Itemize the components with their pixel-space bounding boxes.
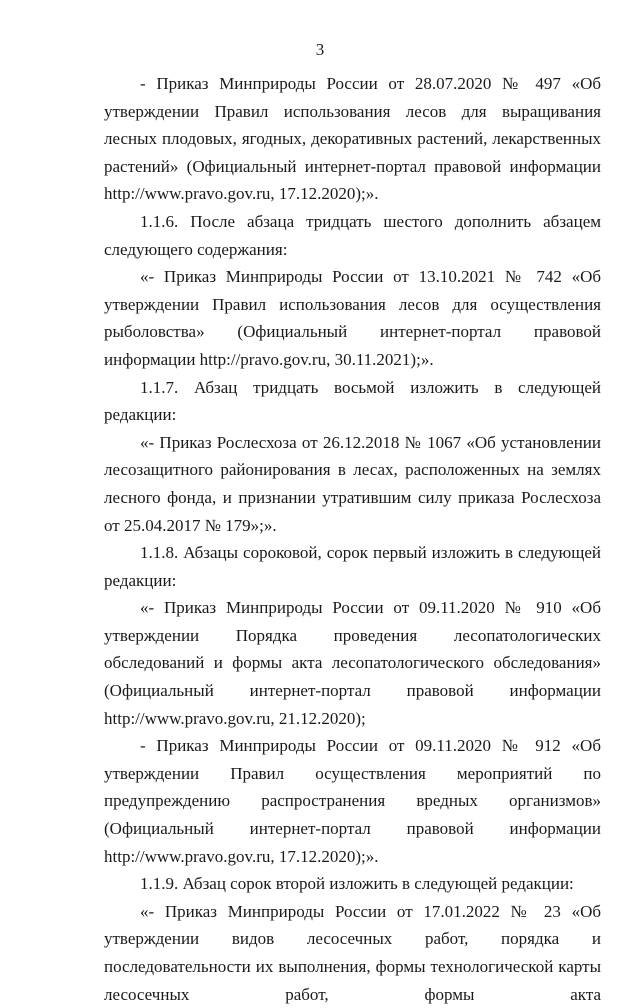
page-number: 3 (315, 40, 325, 59)
document-body (104, 70, 601, 1008)
paragraph-item-1-1-6: 1.1.6. После абзаца тридцать шестого дополнить абзацем следующего содержания: (104, 211, 601, 259)
paragraph-order-1067: «- Приказ Рослесхоза от 26.12.2018 № 1067 «Об установлении лесозащитного районирования в лесах, расположенных на землях лесного фонда, и признании утратившим силу приказа Рослесхоза от 25.04.2017 № 179»;». (104, 432, 601, 535)
paragraph-item-1-1-8: 1.1.8. Абзацы сороковой, сорок первый изложить в следующей редакции: (104, 543, 601, 590)
paragraph-order-912: - Приказ Минприроды России от 09.11.2020 № 912 «Об утверждении Правил осуществления мероприятий по предупреждению распространения вредных организмов» (Официальный интернет-портал правовой информации http://www.pravo.gov.ru, 17.12.2020);». (104, 736, 601, 866)
paragraph-order-497: - Приказ Минприроды России от 28.07.2020 № 497 «Об утверждении Правил использования лесов для выращивания лесных плодовых, ягодных, декоративных растений, лекарственных растений» (Официальный интернет-портал правовой информации http://www.pravo.gov.ru, 17.12.2020);». (104, 74, 601, 204)
paragraph-item-1-1-9: 1.1.9. Абзац сорок второй изложить в следующей редакции: (140, 874, 574, 894)
paragraph-order-742: «- Приказ Минприроды России от 13.10.2021 № 742 «Об утверждении Правил использования лесов для осуществления рыболовства» (Официальный интернет-портал правовой информации http://pravo.gov.ru, 30.11.2021);». (104, 267, 601, 369)
paragraph-order-910: «- Приказ Минприроды России от 09.11.2020 № 910 «Об утверждении Порядка проведения лесопатологических обследований и формы акта лесопатологического обследования» (Официальный интернет-портал правовой информации http://www.pravo.gov.ru, 21.12.2020); (104, 598, 601, 728)
paragraph-order-23: «- Приказ Минприроды России от 17.01.2022 № 23 «Об утверждении видов лесосечных работ, порядка и последовательности их выполнения, формы технологической карты лесосечных работ, формы акта (104, 901, 601, 1004)
paragraph-item-1-1-7: 1.1.7. Абзац тридцать восьмой изложить в следующей редакции: (104, 377, 601, 425)
